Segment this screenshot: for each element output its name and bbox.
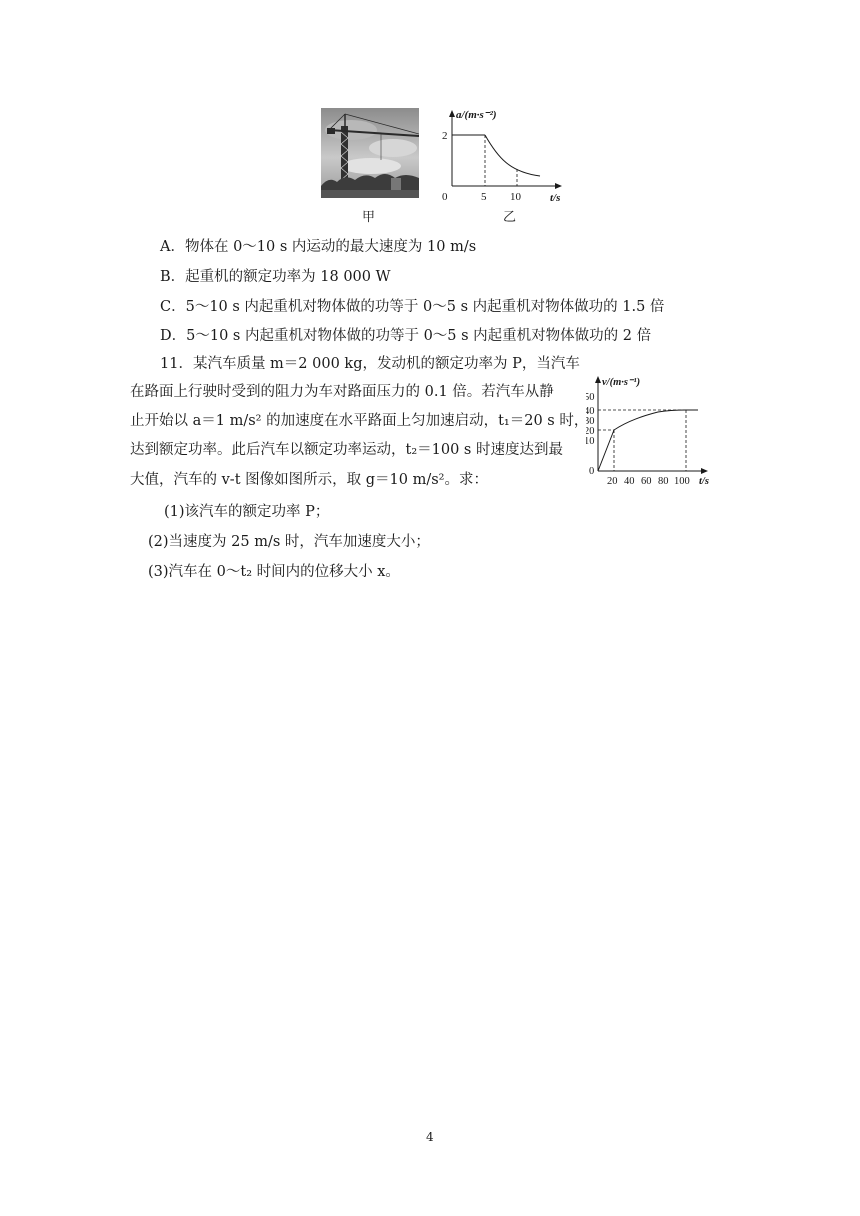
option-b: B．起重机的额定功率为 18 000 W xyxy=(160,269,391,285)
y-axis-label: a/(m·s⁻²) xyxy=(456,109,497,121)
option-d: D．5～10 s 内起重机对物体做的功等于 0～5 s 内起重机对物体做功的 2 倍 xyxy=(160,328,652,344)
subquestion-3: (3)汽车在 0～t₂ 时间内的位移大小 x。 xyxy=(148,564,400,580)
photo-caption: 甲 xyxy=(362,210,376,225)
y-tick: 2 xyxy=(442,130,448,142)
question-11-line-4: 达到额定功率。此后汽车以额定功率运动，t₂＝100 s 时速度达到最 xyxy=(130,442,563,458)
v-tick-50: 50 xyxy=(586,392,595,403)
t-tick-60: 60 xyxy=(641,476,652,487)
x-axis-label: t/s xyxy=(550,192,561,204)
question-11-line-2: 在路面上行驶时受到的阻力为车对路面压力的 0.1 倍。若汽车从静 xyxy=(130,384,554,400)
x-tick-5: 5 xyxy=(481,191,487,203)
question-11-line-3: 止开始以 a＝1 m/s² 的加速度在水平路面上匀加速启动，t₁＝20 s 时， xyxy=(130,413,589,429)
page-number: 4 xyxy=(426,1130,434,1144)
origin-label: 0 xyxy=(442,191,448,203)
subquestion-1: (1)该汽车的额定功率 P； xyxy=(164,504,330,520)
v-tick-30: 30 xyxy=(586,416,595,427)
subquestion-2: (2)当速度为 25 m/s 时，汽车加速度大小； xyxy=(148,534,430,550)
v-tick-10: 10 xyxy=(586,436,595,447)
x-tick-10: 10 xyxy=(510,191,521,203)
v-tick-20: 20 xyxy=(586,426,595,437)
v-tick-40: 40 xyxy=(586,406,595,417)
crane-photo xyxy=(321,108,419,198)
option-a: A．物体在 0～10 s 内运动的最大速度为 10 m/s xyxy=(160,239,477,255)
question-11-line-5: 大值，汽车的 v-t 图像如图所示，取 g＝10 m/s²。求： xyxy=(130,472,488,488)
velocity-time-graph xyxy=(586,370,726,494)
option-c: C．5～10 s 内起重机对物体做的功等于 0～5 s 内起重机对物体做功的 1.5 倍 xyxy=(160,299,665,315)
v-tick-0: 0 xyxy=(589,466,595,477)
t-axis-label: t/s xyxy=(699,476,709,487)
t-tick-100: 100 xyxy=(674,476,690,487)
t-tick-40: 40 xyxy=(624,476,635,487)
t-tick-20: 20 xyxy=(607,476,618,487)
question-11-line-1: 11．某汽车质量 m＝2 000 kg，发动机的额定功率为 P，当汽车 xyxy=(160,356,580,372)
v-axis-label: v/(m·s⁻¹) xyxy=(602,377,641,388)
graph-caption: 乙 xyxy=(503,210,517,225)
acceleration-time-graph xyxy=(438,102,578,210)
t-tick-80: 80 xyxy=(658,476,669,487)
